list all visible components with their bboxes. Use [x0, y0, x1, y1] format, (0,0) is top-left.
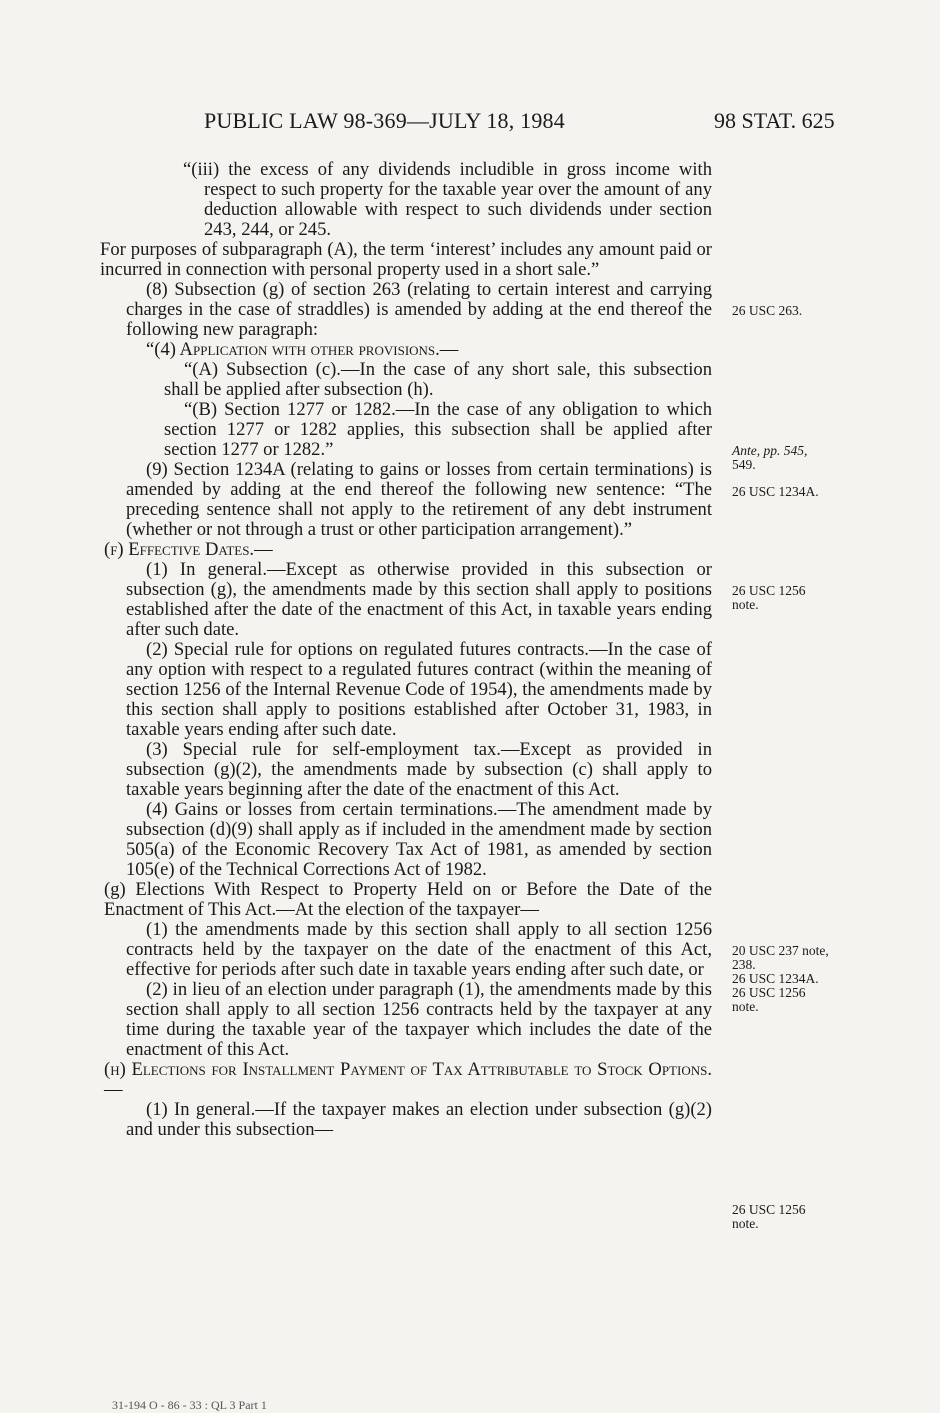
margin-note-ante-line1: Ante, pp. 545, — [732, 443, 808, 458]
margin-note-263: 26 USC 263. — [732, 303, 803, 318]
margin-note-1234a: 26 USC 1234A. — [732, 484, 819, 499]
paragraph-h1: (1) In general.—If the taxpayer makes an election under subsection (g)(2) and under this subsection— — [126, 1099, 712, 1140]
margin-note-20usc-line2: 238. — [732, 957, 756, 972]
paragraph-9: (9) Section 1234A (relating to gains or losses from certain terminations) is amended by adding at the end thereof the following new sentence: “The preceding sentence shall not apply to the retirement of any debt instrument (whether or not through a trust or other participation arrangement).” — [126, 459, 712, 540]
clause-iii: “(iii) the excess of any dividends includible in gross income with respect to such property for the taxable year over the amount of any deduction allowable with respect to such dividends under section 243, 244, or 245. — [183, 159, 712, 240]
margin-note-1256-a — [732, 584, 806, 612]
body-text — [100, 160, 712, 1140]
margin-note-1256-b-line1: 26 USC 1256 — [732, 985, 806, 1000]
heading-h — [100, 1060, 712, 1100]
paragraph-g2: (2) in lieu of an election under paragraph (1), the amendments made by this section shall apply to all section 1256 contracts held by the taxpayer at any time during the taxable year of the taxpayer which includes the date of the enactment of this Act. — [126, 979, 712, 1060]
margin-note-20usc — [732, 944, 829, 1014]
page-header-stat: 98 STAT. 625 — [714, 108, 835, 133]
paragraph-f4: (4) Gains or losses from certain terminations.—The amendment made by subsection (d)(9) shall apply as if included in the amendment made by section 505(a) of the Economic Recovery Tax Act of 1981, as amended by section 105(e) of the Technical Corrections Act of 1982. — [126, 799, 712, 880]
paragraph-f1: (1) In general.—Except as otherwise provided in this subsection or subsection (g), the amendments made by this section shall apply to positions established after the date of the enactment of this Act, in taxable years ending after such date. — [126, 559, 712, 640]
margin-note-1256-b-line2: note. — [732, 999, 759, 1014]
heading-4-text: “(4) Application with other provisions.— — [146, 339, 459, 360]
paragraph-g1: (1) the amendments made by this section shall apply to all section 1256 contracts held by the taxpayer on the date of the enactment of this Act, effective for periods after such date in taxable years ending after such date, or — [126, 919, 712, 980]
paragraph-f3: (3) Special rule for self-employment tax.—Except as provided in subsection (g)(2), the amendments made by subsection (c) shall apply to taxable years beginning after the date of the enactment of this Act. — [126, 739, 712, 800]
margin-note-1256-a-line2: note. — [732, 597, 759, 612]
heading-h-text: (h) Elections for Installment Payment of Tax Attributable to Stock Options.— — [104, 1059, 712, 1100]
heading-f-text: (f) Effective Dates.— — [104, 539, 273, 560]
subparagraph-a: “(A) Subsection (c).—In the case of any short sale, this subsection shall be applied after subsection (h). — [164, 359, 712, 400]
page-header-title: PUBLIC LAW 98-369—JULY 18, 1984 — [204, 108, 565, 133]
margin-note-1256-c-line2: note. — [732, 1216, 759, 1231]
margin-note-ante-line2: 549. — [732, 457, 756, 472]
page-footer: 31-194 O - 86 - 33 : QL 3 Part 1 — [112, 1398, 267, 1412]
heading-f-effective-dates — [100, 540, 712, 560]
margin-note-1256-a-line1: 26 USC 1256 — [732, 583, 806, 598]
margin-note-1234a-b: 26 USC 1234A. — [732, 971, 819, 986]
margin-note-20usc-line1: 20 USC 237 note, — [732, 943, 829, 958]
subparagraph-b: “(B) Section 1277 or 1282.—In the case of any obligation to which section 1277 or 1282 applies, this subsection shall be applied after section 1277 or 1282.” — [164, 399, 712, 460]
paragraph-g: (g) Elections With Respect to Property Held on or Before the Date of the Enactment of This Act.—At the election of the taxpayer— — [104, 879, 712, 920]
interest-definition: For purposes of subparagraph (A), the term ‘interest’ includes any amount paid or incurred in connection with personal property used in a short sale.” — [100, 239, 712, 280]
paragraph-8: (8) Subsection (g) of section 263 (relating to certain interest and carrying charges in the case of straddles) is amended by adding at the end thereof the following new paragraph: — [126, 279, 712, 340]
margin-note-1256-c-line1: 26 USC 1256 — [732, 1202, 806, 1217]
paragraph-f2: (2) Special rule for options on regulated futures contracts.—In the case of any option with respect to a regulated futures contract (within the meaning of section 1256 of the Internal Revenue Code of 1954), the amendments made by this section shall apply to positions established after October 31, 1983, in taxable years ending after such date. — [126, 639, 712, 740]
margin-note-ante — [732, 444, 807, 472]
heading-4-application — [100, 340, 712, 360]
margin-note-1256-c — [732, 1203, 806, 1231]
